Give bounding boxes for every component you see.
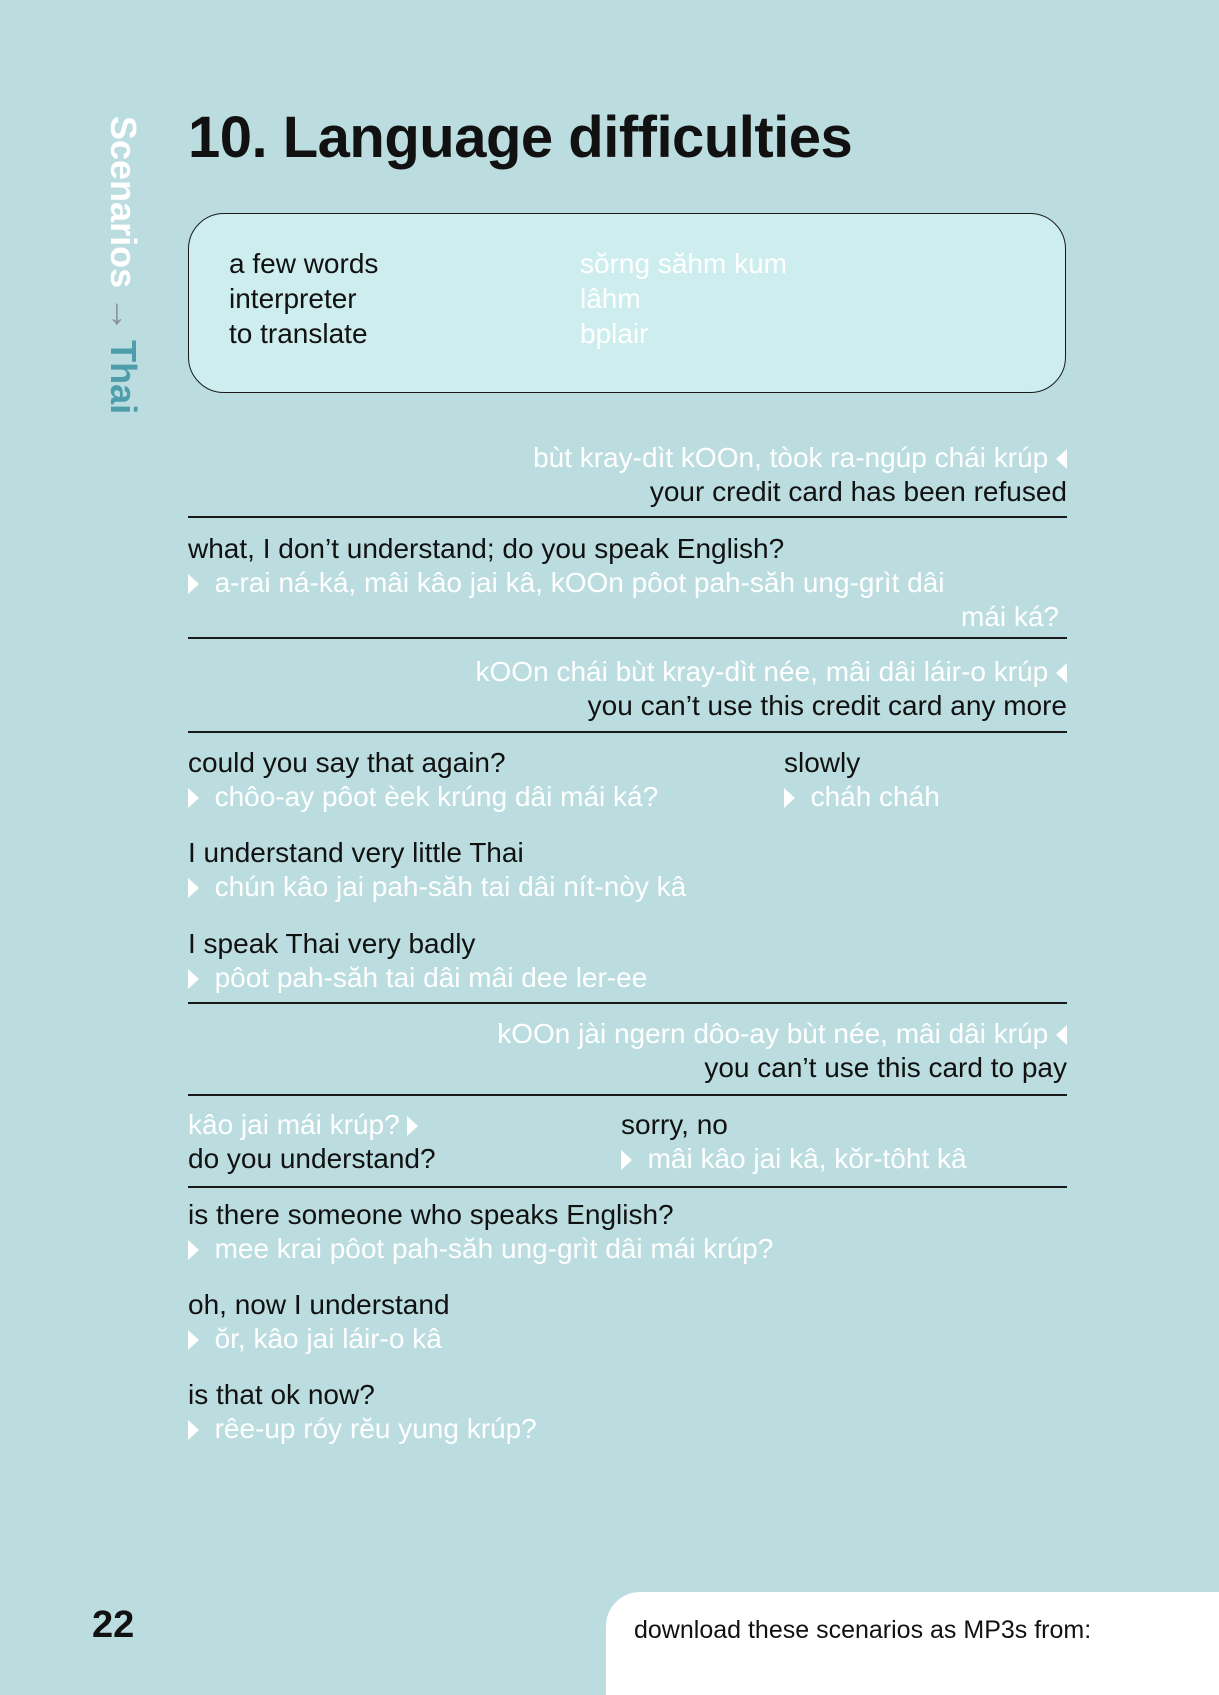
play-left-icon — [1056, 449, 1067, 469]
divider — [188, 1186, 1067, 1188]
divider — [188, 516, 1067, 518]
phrase-thai — [476, 655, 1067, 689]
phrase-thai — [533, 441, 1067, 475]
play-right-icon — [407, 1116, 418, 1136]
divider — [188, 1002, 1067, 1004]
vocabulary-box — [188, 213, 1066, 393]
phrase-english: is that ok now? — [188, 1379, 375, 1410]
phrase-english: you can’t use this card to pay — [704, 1052, 1067, 1083]
phrase-thai-text: cháh cháh — [810, 781, 940, 812]
vocab-row — [229, 246, 1009, 281]
phrase-thai-text: ŏr, kâo jai láir-o kâ — [214, 1323, 442, 1354]
vocab-thai: lâhm — [580, 283, 641, 314]
section-label — [92, 116, 152, 436]
vocab-english: to translate — [229, 318, 368, 349]
play-left-icon — [1056, 663, 1067, 683]
phrase-thai — [188, 1322, 442, 1356]
phrase-english: slowly — [784, 747, 861, 778]
phrase-english: do you understand? — [188, 1143, 436, 1174]
vocab-row — [229, 281, 1009, 316]
phrase-english: I understand very little Thai — [188, 837, 524, 868]
vocab-row — [229, 316, 1009, 351]
divider — [188, 731, 1067, 733]
play-right-icon — [188, 1330, 199, 1350]
phrase-english: sorry, no — [621, 1109, 728, 1140]
section-word-language: Thai — [103, 340, 144, 415]
phrase-thai — [188, 1232, 773, 1266]
play-right-icon — [188, 969, 199, 989]
vocab-thai: sŏrng săhm kum — [580, 248, 787, 279]
phrase-thai-text: chôo-ay pôot èek krúng dâi mái ká? — [214, 781, 659, 812]
play-right-icon — [188, 788, 199, 808]
play-right-icon — [188, 1240, 199, 1260]
phrase-thai-text: kOOn chái bùt kray-dìt née, mâi dâi láir-o krúp — [475, 656, 1049, 687]
play-right-icon — [188, 1420, 199, 1440]
vocab-thai: bplair — [580, 318, 649, 349]
play-left-icon — [1056, 1025, 1067, 1045]
divider — [188, 637, 1067, 639]
phrase-thai — [188, 780, 658, 814]
phrase-thai — [188, 566, 945, 600]
phrase-thai — [621, 1142, 967, 1176]
phrase-english: your credit card has been refused — [649, 476, 1067, 507]
phrase-thai — [188, 1108, 418, 1142]
play-right-icon — [784, 788, 795, 808]
play-right-icon — [188, 878, 199, 898]
phrase-thai — [497, 1017, 1067, 1051]
play-right-icon — [188, 574, 199, 594]
vocab-english: a few words — [229, 248, 379, 279]
phrase-english: I speak Thai very badly — [188, 928, 476, 959]
phrase-thai-text: kOOn jài ngern dôo-ay bùt née, mâi dâi krúp — [497, 1018, 1049, 1049]
phrase-thai-text: mâi kâo jai kâ, kŏr-tôht kâ — [647, 1143, 967, 1174]
phrase-thai-text: chún kâo jai pah-săh tai dâi nít-nòy kâ — [214, 871, 687, 902]
footer-box — [606, 1592, 1219, 1695]
section-word-scenarios: Scenarios — [103, 116, 144, 289]
page-title: 10. Language difficulties — [188, 105, 853, 170]
vocab-english: interpreter — [229, 283, 357, 314]
phrase-thai — [188, 961, 647, 995]
phrase-thai — [188, 1412, 537, 1446]
play-right-icon — [621, 1150, 632, 1170]
page-number: 22 — [92, 1604, 135, 1646]
arrow-right-icon: → — [103, 296, 144, 333]
download-note: download these scenarios as MP3s from: — [634, 1616, 1092, 1644]
phrase-thai-text: a-rai ná-ká, mâi kâo jai kâ, kOOn pôot pah-săh ung-grìt dâi — [214, 567, 945, 598]
phrase-thai-text: rêe-up róy rĕu yung krúp? — [214, 1413, 537, 1444]
phrase-english: is there someone who speaks English? — [188, 1199, 674, 1230]
phrase-thai — [784, 780, 940, 814]
phrase-thai-text: kâo jai mái krúp? — [188, 1109, 400, 1140]
phrase-thai-text: bùt kray-dìt kOOn, tòok ra-ngúp chái krúp — [533, 442, 1049, 473]
phrase-english: could you say that again? — [188, 747, 506, 778]
phrase-thai — [188, 870, 686, 904]
divider — [188, 1094, 1067, 1096]
phrase-thai-continued: mái ká? — [960, 601, 1059, 632]
phrase-thai-text: pôot pah-săh tai dâi mâi dee ler-ee — [214, 962, 648, 993]
phrase-thai-text: mee krai pôot pah-săh ung-grìt dâi mái krúp? — [214, 1233, 774, 1264]
phrase-english: oh, now I understand — [188, 1289, 450, 1320]
phrase-english: you can’t use this credit card any more — [587, 690, 1067, 721]
phrase-english: what, I don’t understand; do you speak English? — [188, 533, 785, 564]
